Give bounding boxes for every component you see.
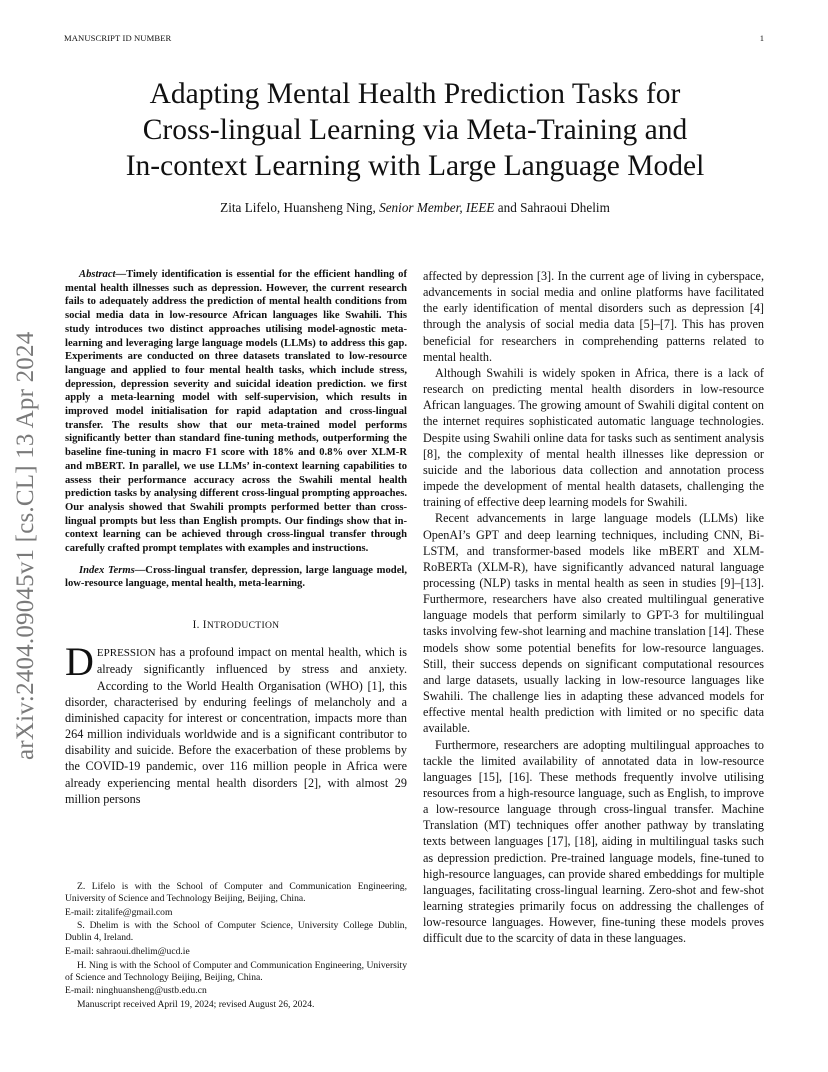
footnote-email: E-mail: zitalife@gmail.com — [65, 906, 173, 918]
footnote-received: Manuscript received April 19, 2024; revised August 26, 2024. — [77, 999, 315, 1011]
footnote-email: E-mail: ninghuansheng@ustb.edu.cn — [65, 985, 207, 997]
footnote: Z. Lifelo is with the School of Computer and Communication Engineering, University of Science and Technology Beijing, Beijing, China. — [65, 881, 407, 904]
paragraph: Recent advancements in large language models (LLMs) like OpenAI’s GPT and deep learning techniques, including CNN, Bi-LSTM, and transformer-based models like mBERT and XLM-RoBERTa (XLM-R), have significantly advanced natural language processing (NLP) tasks in mental health as seen in studies [9]–[13]. Furthermore, researchers have also created multilingual generative language models that perform similarly to GPT-3 for multilingual tasks involving few-shot learning and machine translation [14]. These models show some potential benefits for low-resource languages. Still, their success depends on significant computational resources and large datasets, usually lacking in low-resource languages like Swahili. The challenge lies in adapting these advanced models for effective mental health prediction with limited or no specific data available. — [423, 511, 764, 736]
paper-title — [60, 76, 770, 184]
index-terms-text: —Cross-lingual transfer, depression, large language model, low-resource language, mental health, meta-learning. — [65, 564, 407, 590]
author-names: and Sahraoui Dhelim — [494, 200, 610, 215]
footnote: S. Dhelim is with the School of Computer Science, University College Dublin, Dublin 4, Ireland. — [65, 920, 407, 944]
running-header: MANUSCRIPT ID NUMBER — [64, 33, 172, 43]
section-first-letter: I — [202, 619, 207, 632]
section-number: I. — [192, 619, 203, 632]
footnote-email: E-mail: sahraoui.dhelim@ucd.ie — [65, 945, 190, 957]
drop-cap: D — [65, 639, 94, 685]
intro-text: has a profound impact on mental health, which is already significantly influenced by stress and anxiety. According to the World Health Organisation (WHO) [1], this disorder, characterised by enduring feelings of melancholy and a diminished capacity for interest or concentration, impacts more than 264 million individuals worldwide and is a significant contributor to disability and suicide. Before the exacerbation of these problems by the COVID-19 pandemic, over 116 million people in Africa were already experiencing mental health disorders [2], with almost 29 million persons — [65, 645, 407, 806]
index-terms-label: Index Terms — [79, 564, 135, 576]
index-terms — [65, 564, 407, 591]
intro-paragraph — [65, 639, 407, 807]
paragraph: affected by depression [3]. In the current age of living in cyberspace, advancements in social media and online platforms have facilitated the early identification of mental disorders such as depression [4] through the analysis of social media data [5]–[7]. This has proven beneficial for researchers in comprehending patterns related to mental health. — [423, 269, 764, 364]
footnotes — [65, 881, 407, 1013]
arxiv-stamp: arXiv:2404.09045v1 [cs.CL] 13 Apr 2024 — [12, 331, 39, 760]
abstract-text: —Timely identification is essential for the efficient handling of mental health illnesses such as depression. However, the current research fails to adequately address the prediction of mental health conditions from social media data in low-resource African languages like Swahili. This study introduces two distinct approaches utilising model-agnostic meta-learning and leveraging large language models (LLMs) to address this gap. Experiments are conducted on three datasets translated to low-resource language and applied to four mental health tasks, which include stress, depression, depression severity and suicidal ideation prediction. we first apply a meta-learning model with self-supervision, which results in improved model initialisation for rapid adaptation and cross-lingual transfer. The results show that our meta-trained model performs significantly better than standard fine-tuning methods, outperforming the baseline fine-tuning in macro F1 score with 18% and 0.8% over XLM-R and mBERT. In parallel, we use LLMs’ in-context learning capabilities to assess their performance accuracy across the Swahili mental health prediction tasks by analysing different cross-lingual prompting approaches. Our analysis showed that Swahili prompts performed better than cross-lingual prompts but less than English prompts. Our findings show that in-context learning can be achieved through cross-lingual transfer through carefully crafted prompt templates with examples and instructions. — [65, 269, 407, 555]
abstract — [65, 268, 407, 556]
title-line: Cross-lingual Learning via Meta-Training and — [142, 114, 688, 146]
page-number: 1 — [759, 33, 764, 43]
intro-caps: EPRESSION — [96, 647, 156, 660]
paragraph: Furthermore, researchers are adopting multilingual approaches to tackle the limited availability of annotated data in low-resource languages [15], [16]. These methods frequently involve utilising resources from a high-resource language, such as English, to improve a low-resource language through cross-lingual transfer. Machine Translation (MT) techniques offer another pathway by translating texts between languages [17], [18], aiding in multilingual tasks such as depression prediction. Pre-trained language models, fine-tuned to high-resource languages, can provide shared embeddings for multiple languages, facilitating cross-lingual learning. Zero-shot and few-shot learning strategies primarily focus on addressing the challenges of low-resource languages. However, fine-tuning these models proves difficult due to the scarcity of data in these languages. — [423, 737, 764, 946]
title-line: Adapting Mental Health Prediction Tasks for — [149, 78, 681, 110]
author-role: Senior Member, IEEE — [379, 200, 495, 215]
right-column — [423, 268, 764, 947]
section-title: NTRODUCTION — [206, 620, 280, 632]
left-column — [65, 268, 407, 807]
section-heading — [65, 617, 407, 634]
abstract-label: Abstract — [79, 269, 116, 280]
footnote: H. Ning is with the School of Computer and Communication Engineering, University of Science and Technology Beijing, Beijing, China. — [65, 959, 407, 983]
title-line: In-context Learning with Large Language Model — [125, 150, 705, 182]
paragraph: Although Swahili is widely spoken in Africa, there is a lack of research on predicting mental health disorders in low-resource African languages. The growing amount of Swahili digital content on the internet requires sophisticated automatic language technologies. Despite using Swahili online data for tasks such as sentiment analysis [8], the complexity of mental health illnesses like depression or suicide and the laborious data collection and annotation process impede the development of mental health datasets, challenging the training of effective deep learning models for Swahili. — [423, 365, 764, 510]
author-names: Zita Lifelo, Huansheng Ning, — [220, 200, 380, 215]
author-list — [60, 200, 770, 216]
